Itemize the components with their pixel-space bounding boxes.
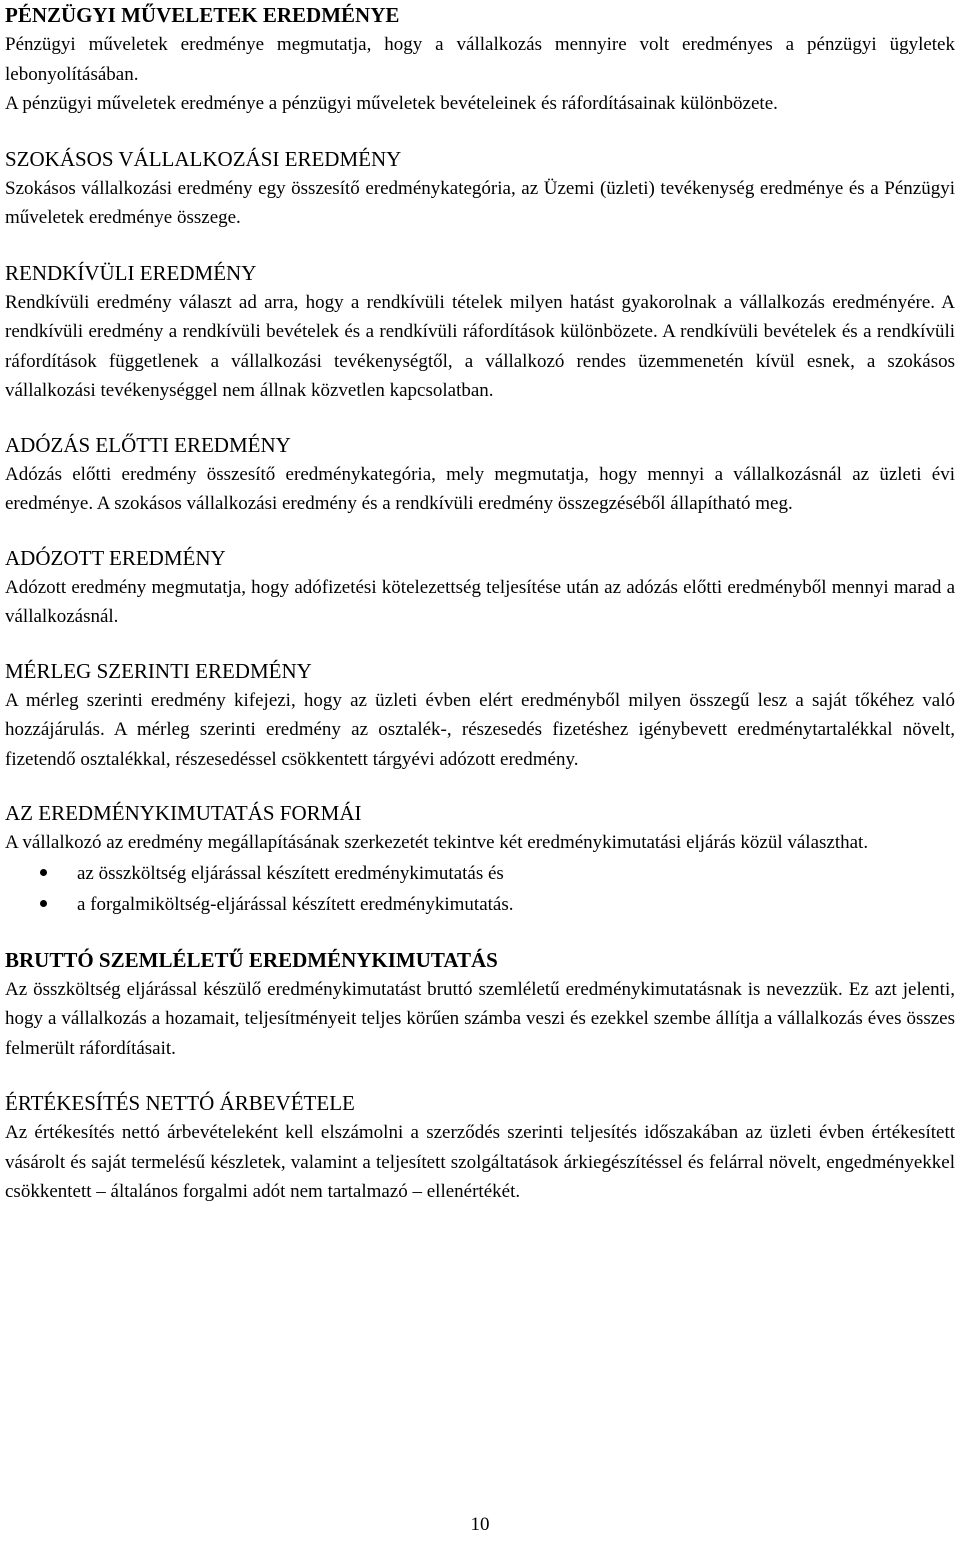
list-item — [5, 858, 955, 889]
section-paragraph: Pénzügyi műveletek eredménye megmutatja, hogy a vállalkozás mennyire volt eredményes a pénzügyi ügyletek lebonyolításában. — [5, 34, 955, 85]
section-penzugyi-muveletek — [5, 1, 955, 119]
section-szokasos-vallalkozasi — [5, 145, 955, 233]
section-paragraph: Rendkívüli eredmény választ ad arra, hogy a rendkívüli tételek milyen hatást gyakorolnak a vállalkozás eredményére. A rendkívüli eredmény a rendkívüli bevételek és a rendkívüli ráfordítások különbözete. A rendkívüli bevételek és a rendkívüli ráfordítások függetlenek a vállalkozási tevékenységtől, a vállalkozó rendes üzemmenetén kívül esnek, a szokásos vállalkozási tevékenységgel nem állnak közvetlen kapcsolatban. — [5, 291, 955, 401]
bullet-list — [5, 858, 955, 920]
list-item — [5, 889, 955, 920]
section-heading: ÉRTÉKESÍTÉS NETTÓ ÁRBEVÉTELE — [5, 1091, 355, 1115]
list-item-text: a forgalmiköltség-eljárással készített eredménykimutatás. — [77, 893, 514, 915]
bullet-icon — [40, 869, 47, 876]
document-page — [5, 0, 955, 1207]
bullet-icon — [40, 900, 47, 907]
section-paragraph: Az értékesítés nettó árbevételeként kell elszámolni a szerződés szerinti teljesítés időszakában az üzleti évben értékesített vásárolt és saját termelésű készletek, valamint a teljesített szolgáltatások árkiegészítéssel és felárral növelt, engedményekkel csökkentett – általános forgalmi adót nem tartalmazó – ellenértékét. — [5, 1122, 955, 1202]
section-paragraph: Adózás előtti eredmény összesítő eredménykategória, mely megmutatja, hogy mennyi a vállalkozásnál az üzleti évi eredménye. A szokásos vállalkozási eredmény és a rendkívüli eredmény összegzéséből állapítható meg. — [5, 463, 955, 514]
section-paragraph: A vállalkozó az eredmény megállapításának szerkezetét tekintve két eredménykimutatási eljárás közül választhat. — [5, 832, 869, 853]
section-heading: PÉNZÜGYI MŰVELETEK EREDMÉNYE — [5, 3, 400, 27]
section-adozas-elotti — [5, 431, 955, 519]
section-paragraph: Szokásos vállalkozási eredmény egy összesítő eredménykategória, az Üzemi (üzleti) tevékenység eredménye és a Pénzügyi műveletek eredménye összege. — [5, 177, 955, 228]
section-eredmenykimutatas-formai — [5, 799, 955, 920]
section-heading: AZ EREDMÉNYKIMUTATÁS FORMÁI — [5, 801, 362, 825]
section-paragraph: Adózott eredmény megmutatja, hogy adófizetési kötelezettség teljesítése után az adózás előtti eredményből mennyi marad a vállalkozásnál. — [5, 576, 955, 627]
section-paragraph: A mérleg szerinti eredmény kifejezi, hogy az üzleti évben elért eredményből milyen összegű lesz a saját tőkéhez való hozzájárulás. A mérleg szerinti eredmény az osztalék-, részesedés fizetéshez igénybevett eredménytartalékkal növelt, fizetendő osztalékkal, részesedéssel csökkentett tárgyévi adózott eredmény. — [5, 689, 955, 770]
section-heading: BRUTTÓ SZEMLÉLETŰ EREDMÉNYKIMUTATÁS — [5, 947, 498, 972]
section-heading: MÉRLEG SZERINTI EREDMÉNY — [5, 658, 312, 683]
section-heading: ADÓZÁS ELŐTTI EREDMÉNY — [5, 432, 291, 457]
page-number: 10 — [470, 1514, 490, 1535]
section-rendkivuli — [5, 259, 955, 406]
list-item-text: az összköltség eljárással készített eredménykimutatás és — [77, 862, 504, 884]
section-adozott — [5, 544, 955, 632]
section-heading: SZOKÁSOS VÁLLALKOZÁSI EREDMÉNY — [5, 146, 402, 171]
section-merleg-szerinti — [5, 657, 955, 775]
section-paragraph: Az összköltség eljárással készülő eredménykimutatást bruttó szemléletű eredménykimutatásnak is nevezzük. Ez azt jelenti, hogy a vállalkozás a hozamait, teljesítményeit teljes körűen számba veszi és ezekkel szembe állítja a vállalkozás éves összes felmerült ráfordításait. — [5, 978, 955, 1059]
section-paragraph: A pénzügyi műveletek eredménye a pénzügyi műveletek bevételeinek és ráfordításainak különbözete. — [5, 93, 778, 114]
section-heading: ADÓZOTT EREDMÉNY — [5, 545, 226, 570]
section-brutto-szemleletu — [5, 946, 955, 1064]
section-ertekesites-netto — [5, 1089, 955, 1207]
section-heading: RENDKÍVÜLI EREDMÉNY — [5, 260, 257, 285]
